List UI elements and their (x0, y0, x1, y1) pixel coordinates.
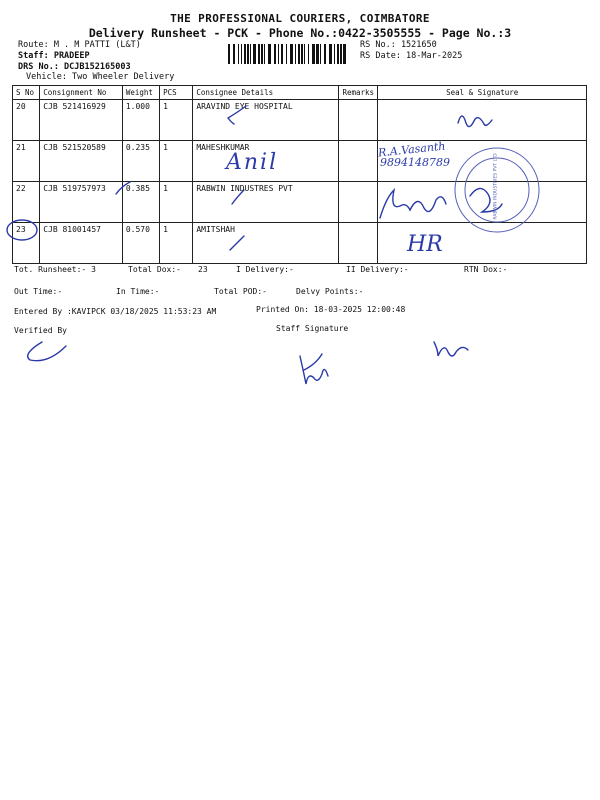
in-time: In Time:- (116, 287, 160, 296)
staff-signature-mark (300, 354, 328, 384)
cell-pcs: 1 (160, 223, 193, 264)
second-signature-mark (434, 342, 468, 356)
handwritten-initials-row23: HR (407, 232, 443, 257)
ii-delivery: II Delivery:- (346, 265, 409, 274)
handwritten-phone-row21: 9894148789 (380, 156, 450, 169)
verified-signature (28, 342, 66, 361)
cell-sno: 23 (13, 223, 40, 264)
rs-number: RS No.: 1521650 (360, 40, 437, 50)
rs-date: RS Date: 18-Mar-2025 (360, 51, 463, 61)
cell-pcs: 1 (160, 182, 193, 223)
checkmark-row22-consignment (116, 182, 130, 194)
total-dox-label: Total Dox:- (128, 265, 181, 274)
i-delivery: I Delivery:- (236, 265, 294, 274)
header-seal-signature: Seal & Signature (378, 86, 587, 100)
cell-sno: 22 (13, 182, 40, 223)
cell-pcs: 1 (160, 100, 193, 141)
verified-by: Verified By (14, 326, 67, 335)
signature-row22 (380, 190, 446, 218)
handwritten-signature-row21: R.A.Vasanth (377, 139, 447, 160)
cell-consignment: CJB 81001457 (40, 223, 123, 264)
checkmark-row23 (230, 236, 244, 250)
cell-weight: 0.570 (122, 223, 159, 264)
header-sno: S No (13, 86, 40, 100)
cell-sno: 20 (13, 100, 40, 141)
cell-consignee: MAHESHKUMAR (193, 141, 339, 182)
total-dox-value: 23 (198, 265, 208, 274)
cell-weight: 1.000 (122, 100, 159, 141)
header-consignee: Consignee Details (193, 86, 339, 100)
header-weight: Weight (122, 86, 159, 100)
out-time: Out Time:- (14, 287, 63, 296)
route-text: Route: M . M PATTI (L&T) (18, 40, 141, 50)
header-pcs: PCS (160, 86, 193, 100)
staff-text: Staff: PRADEEP (18, 51, 90, 61)
cell-consignment: CJB 519757973 (40, 182, 123, 223)
cell-consignment: CJB 521416929 (40, 100, 123, 141)
total-pod: Total POD:- (214, 287, 267, 296)
seal-area (466, 140, 528, 240)
staff-signature-label: Staff Signature (276, 324, 349, 333)
header-remarks: Remarks (339, 86, 378, 100)
rtn-dox: RTN Dox:- (464, 265, 508, 274)
cell-sno: 21 (13, 141, 40, 182)
cell-pcs: 1 (160, 141, 193, 182)
seal-text: RABWIN INDUSTRIES PVT LTD (493, 153, 499, 220)
runsheet-title: Delivery Runsheet - PCK - Phone No.:0422-3505555 - Page No.:3 (88, 26, 512, 40)
checkmark-row22 (232, 190, 244, 204)
cell-consignment: CJB 521520589 (40, 141, 123, 182)
cell-weight: 0.385 (122, 182, 159, 223)
cell-weight: 0.235 (122, 141, 159, 182)
delvy-points: Delvy Points:- (296, 287, 364, 296)
cell-consignee: RABWIN INDUSTRES PVT (193, 182, 339, 223)
checkmark-row20 (228, 106, 246, 124)
printed-on: Printed On: 18-03-2025 12:00:48 (256, 305, 406, 314)
cell-consignee: ARAVIND EYE HOSPITAL (193, 100, 339, 141)
header-consignment: Consignment No (40, 86, 123, 100)
drs-number: DRS No.: DCJB152165003 (18, 62, 131, 72)
signature-row20 (458, 116, 492, 127)
company-title: THE PROFESSIONAL COURIERS, COIMBATORE (170, 12, 430, 25)
tot-runsheet: Tot. Runsheet:- 3 (14, 265, 96, 274)
handwritten-name-row21: Anil (226, 150, 279, 175)
cell-consignee: AMITSHAH (193, 223, 339, 264)
vehicle-text: Vehicle: Two Wheeler Delivery (26, 72, 175, 82)
circle-row23 (7, 220, 37, 240)
entered-by: Entered By :KAVIPCK 03/18/2025 11:53:23 AM (14, 307, 217, 316)
